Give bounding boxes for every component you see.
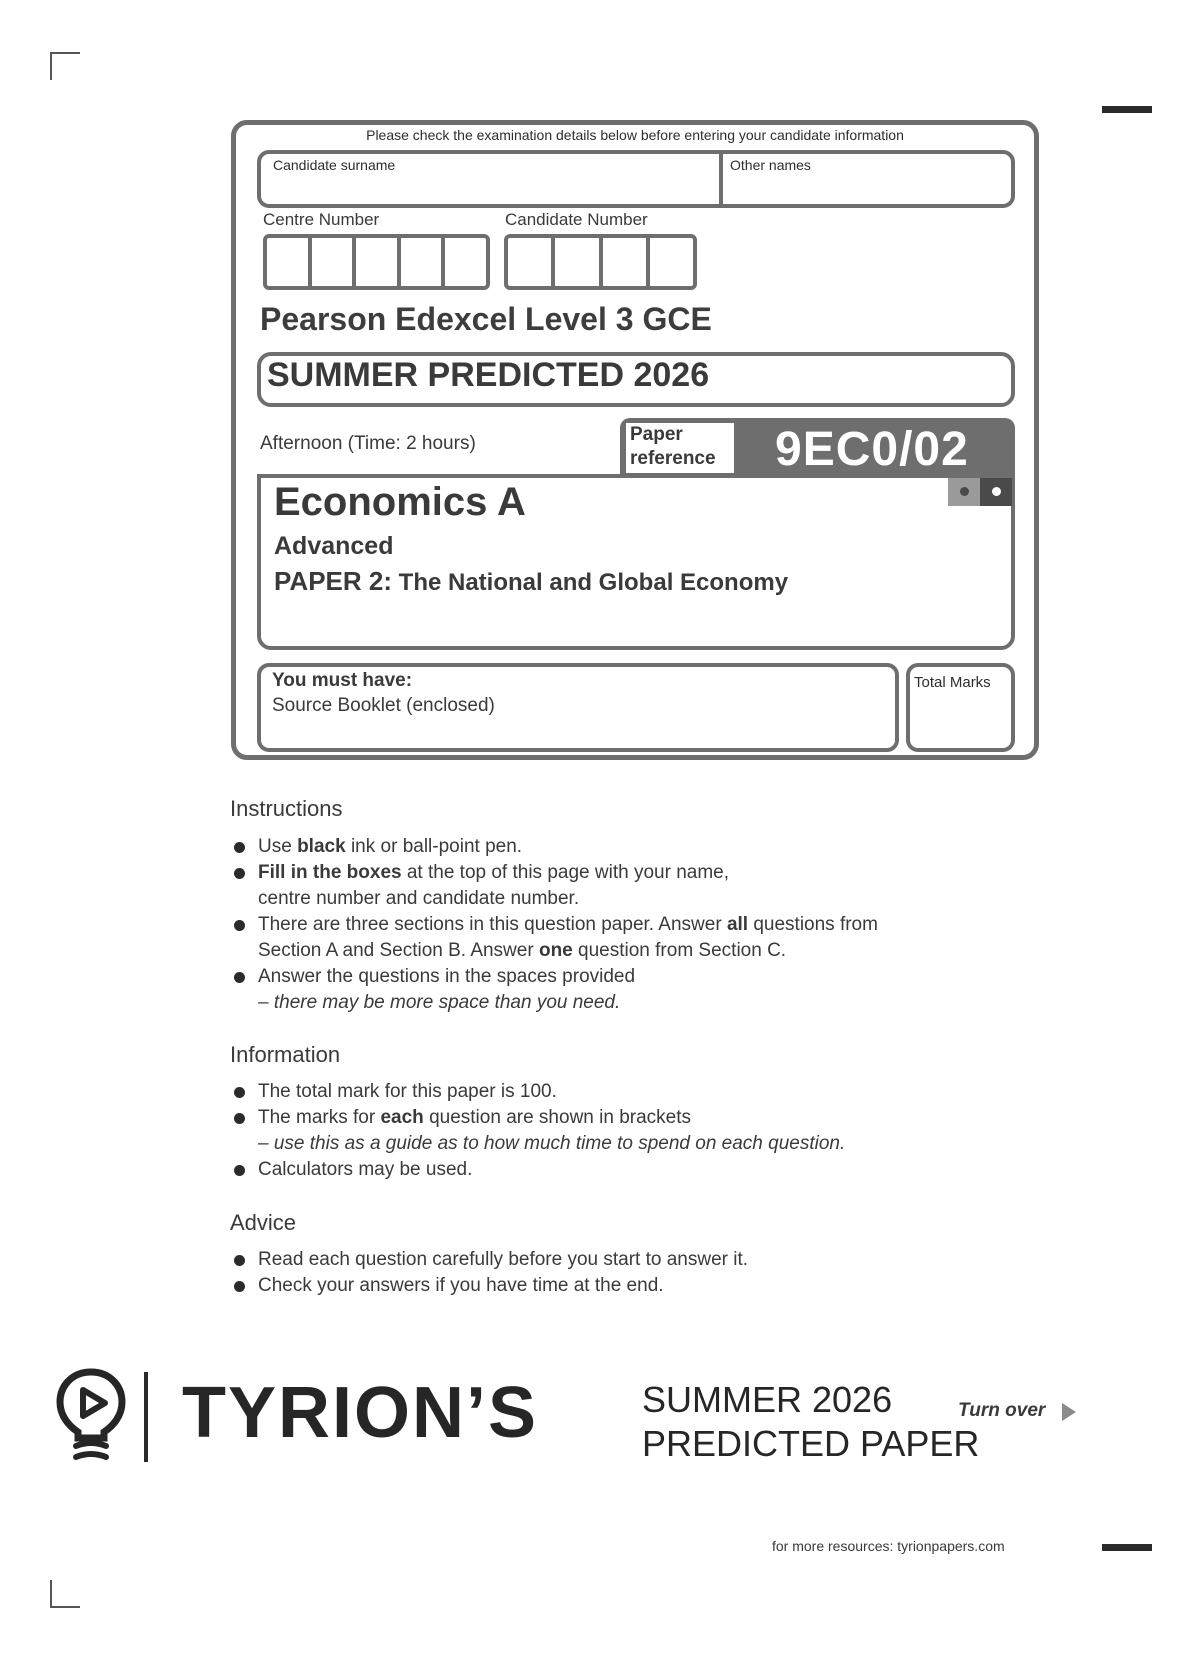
candidate-surname-label: Candidate surname — [273, 157, 396, 173]
paper-title — [274, 566, 788, 597]
information-list — [232, 1079, 952, 1183]
centre-digit-box[interactable] — [267, 238, 312, 286]
crop-mark-top-left-v — [50, 52, 52, 80]
exam-board-title: Pearson Edexcel Level 3 GCE — [260, 301, 712, 337]
paper-reference-label — [626, 423, 734, 473]
name-divider — [719, 154, 723, 204]
must-have-item: Source Booklet (enclosed) — [272, 695, 495, 716]
centre-digit-box[interactable] — [356, 238, 401, 286]
paper-title-rest: The National and Global Economy — [392, 569, 789, 596]
candidate-digit-box[interactable] — [603, 238, 650, 286]
instr-3-pre: There are three sections in this question paper. Answer — [258, 914, 727, 935]
brand-name: TYRION’S — [182, 1373, 539, 1453]
list-item: Check your answers if you have time at the end. — [232, 1273, 952, 1299]
instr-4: Answer the questions in the spaces provided — [258, 966, 636, 987]
information-heading: Information — [230, 1042, 341, 1067]
info-2-bold: each — [380, 1107, 424, 1128]
centre-digit-box[interactable] — [401, 238, 446, 286]
instr-2-bold: Fill in the boxes — [258, 862, 402, 883]
other-names-label: Other names — [730, 157, 811, 173]
list-item — [232, 1105, 952, 1157]
promo-line-2: PREDICTED PAPER — [642, 1423, 980, 1464]
marker-dot-icon — [960, 487, 969, 496]
paper-reference-label-line2: reference — [630, 448, 716, 469]
candidate-number-field[interactable] — [504, 234, 697, 290]
crop-mark-top-left-h — [50, 52, 80, 54]
instr-3-post: questions from — [748, 914, 878, 935]
promo-line-1: SUMMER 2026 — [642, 1379, 893, 1420]
turn-over-arrow-icon[interactable] — [1062, 1403, 1076, 1421]
instr-3-line2-post: question from Section C. — [572, 940, 787, 961]
instr-1-bold: black — [297, 836, 346, 857]
centre-digit-box[interactable] — [445, 238, 486, 286]
instr-4-line2: – there may be more space than you need. — [258, 992, 621, 1013]
promo-text — [642, 1378, 979, 1466]
list-item: Calculators may be used. — [232, 1157, 952, 1183]
registration-bar-bottom — [1102, 1544, 1152, 1551]
paper-title-prefix: PAPER 2: — [274, 566, 392, 596]
candidate-number-label: Candidate Number — [505, 210, 648, 229]
session-title: SUMMER PREDICTED 2026 — [267, 356, 710, 394]
level-label: Advanced — [274, 532, 394, 560]
check-details-note: Please check the examination details below before entering your candidate information — [366, 127, 904, 143]
instructions-list — [232, 834, 952, 1016]
total-marks-label: Total Marks — [914, 674, 991, 691]
info-2-line2: – use this as a guide as to how much time to spend on each question. — [258, 1133, 846, 1154]
instr-1-pre: Use — [258, 836, 298, 857]
info-2-post: question are shown in brackets — [423, 1107, 692, 1128]
crop-mark-bottom-left-v — [50, 1580, 52, 1608]
instr-3-bold: all — [726, 914, 749, 935]
advice-list — [232, 1247, 952, 1299]
tyrions-logo-icon — [56, 1366, 126, 1466]
registration-bar-top — [1102, 106, 1152, 113]
must-have-heading: You must have: — [272, 670, 413, 691]
info-2-pre: The marks for — [258, 1107, 381, 1128]
list-item: The total mark for this paper is 100. — [232, 1079, 952, 1105]
list-item: Read each question carefully before you start to answer it. — [232, 1247, 952, 1273]
paper-reference-label-line1: Paper — [630, 424, 683, 445]
list-item — [232, 860, 952, 912]
subject-title: Economics A — [274, 480, 526, 524]
centre-digit-box[interactable] — [312, 238, 357, 286]
instr-3-line2-bold: one — [538, 940, 573, 961]
exam-timing: Afternoon (Time: 2 hours) — [260, 433, 476, 454]
crop-mark-bottom-left-h — [50, 1606, 80, 1608]
list-item — [232, 912, 952, 964]
candidate-digit-box[interactable] — [508, 238, 555, 286]
list-item — [232, 964, 952, 1016]
footer-resources: for more resources: tyrionpapers.com — [772, 1538, 1005, 1554]
list-item — [232, 834, 952, 860]
instr-1-post: ink or ball-point pen. — [345, 836, 523, 857]
instr-3-line2 — [258, 938, 952, 964]
instr-3-line2-pre: Section A and Section B. Answer — [258, 940, 539, 961]
instr-2-post: at the top of this page with your name, — [401, 862, 729, 883]
turn-over-label[interactable]: Turn over — [958, 1400, 1046, 1421]
candidate-digit-box[interactable] — [555, 238, 602, 286]
advice-heading: Advice — [230, 1210, 297, 1235]
centre-number-field[interactable] — [263, 234, 490, 290]
brand-divider — [144, 1372, 148, 1462]
instr-2-line2: centre number and candidate number. — [258, 888, 580, 909]
marker-dot-icon — [992, 487, 1001, 496]
instructions-heading: Instructions — [230, 796, 343, 821]
centre-number-label: Centre Number — [263, 210, 380, 229]
candidate-digit-box[interactable] — [650, 238, 693, 286]
paper-reference-code: 9EC0/02 — [775, 423, 969, 476]
